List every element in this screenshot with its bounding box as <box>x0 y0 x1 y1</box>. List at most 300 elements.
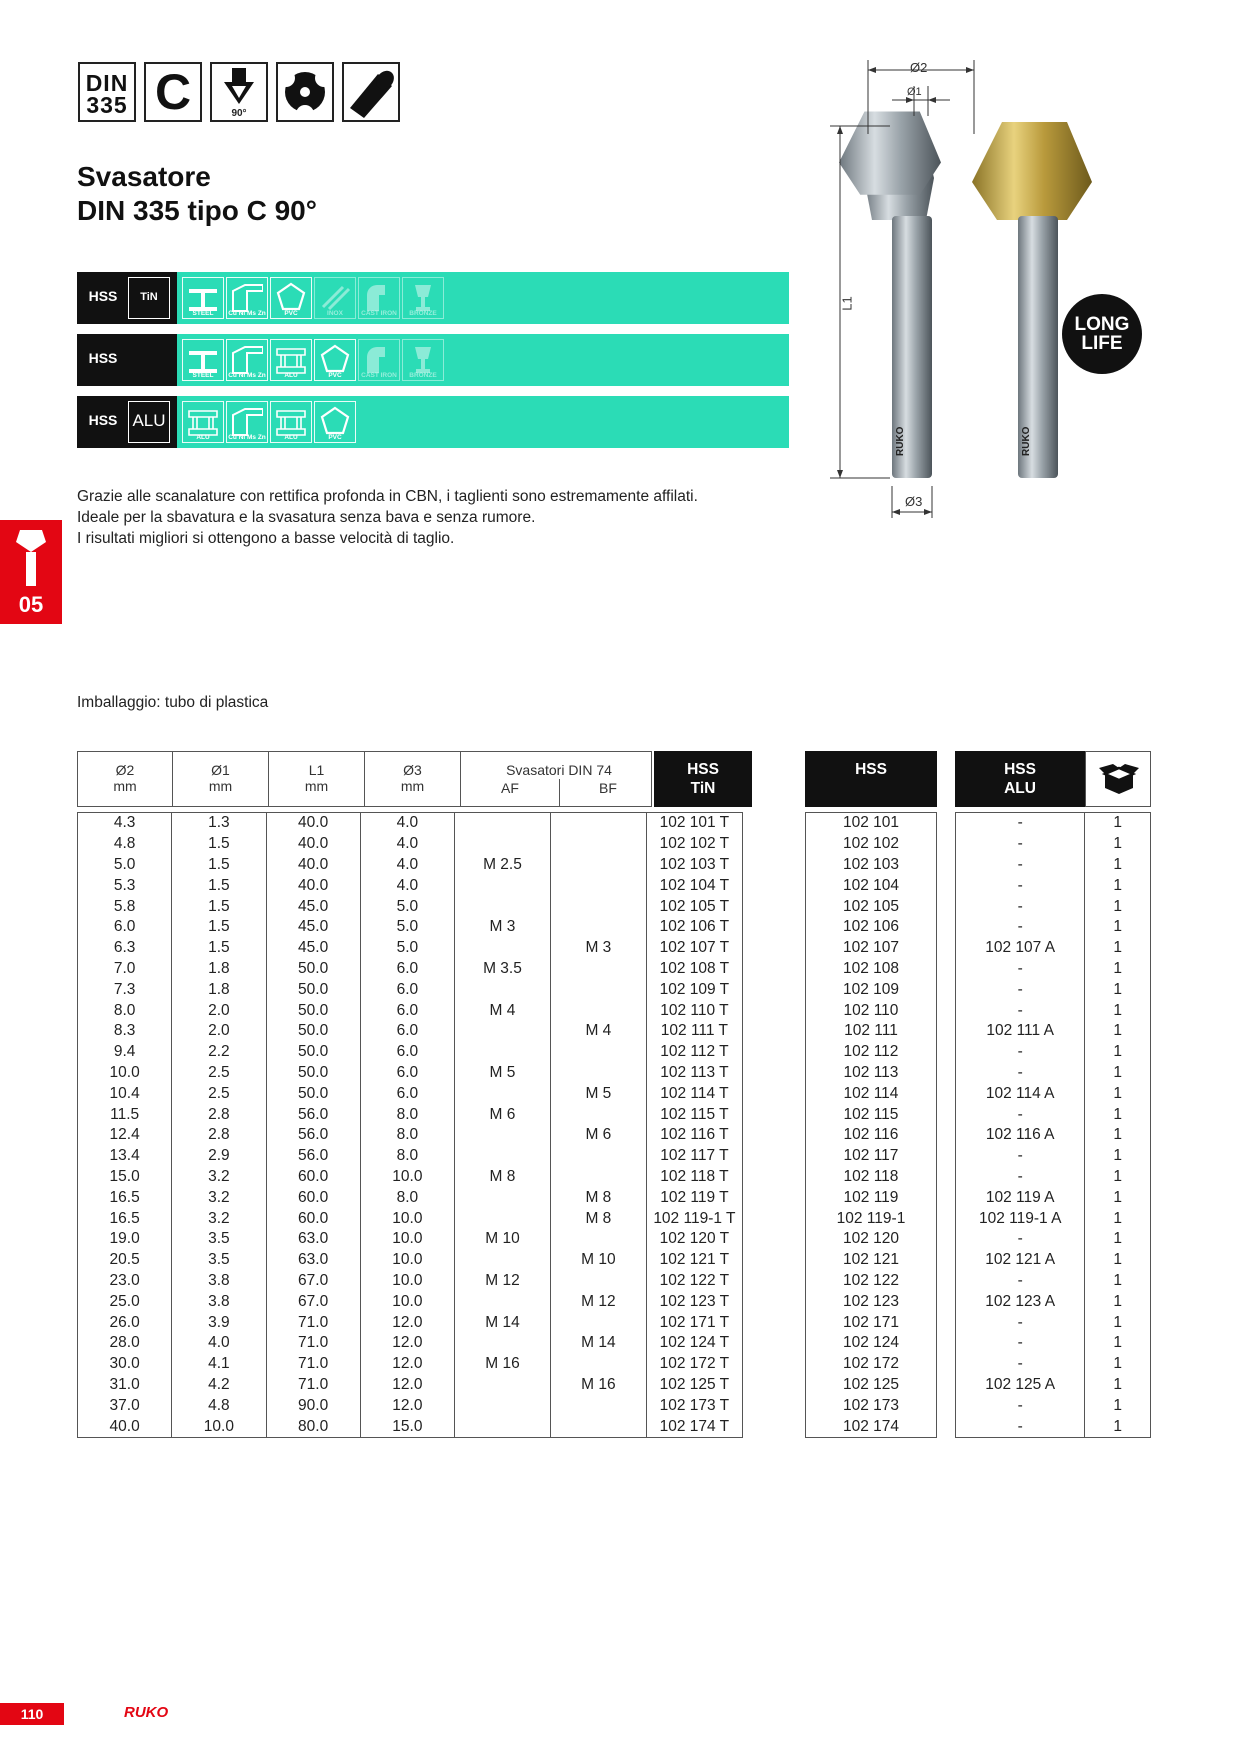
table-cell: M 10 <box>550 1250 646 1271</box>
table-cell: 102 105 T <box>646 896 742 917</box>
table-cell: 102 124 <box>806 1333 937 1354</box>
table-cell: 1 <box>1085 1271 1151 1292</box>
table-cell: 1.3 <box>172 813 266 834</box>
table-row <box>806 834 937 855</box>
din-335-badge <box>78 62 136 122</box>
table-cell: - <box>956 896 1085 917</box>
table-row <box>806 1146 937 1167</box>
table-cell: 102 113 <box>806 1063 937 1084</box>
table-row <box>78 1187 743 1208</box>
table-cell: 6.0 <box>78 917 172 938</box>
table-cell: 3.5 <box>172 1229 266 1250</box>
table-cell <box>455 1375 551 1396</box>
table-cell: 40.0 <box>266 855 360 876</box>
material-cast-iron-icon <box>358 277 400 319</box>
table-row <box>956 1271 1151 1292</box>
table-row <box>806 1125 937 1146</box>
table-cell: - <box>956 1229 1085 1250</box>
table-cell: 90.0 <box>266 1395 360 1416</box>
table-cell: M 4 <box>550 1021 646 1042</box>
table-cell: 2.8 <box>172 1125 266 1146</box>
table-row <box>806 1271 937 1292</box>
table-row <box>806 1000 937 1021</box>
table-cell: 1 <box>1085 1333 1151 1354</box>
table-cell <box>550 1312 646 1333</box>
table-cell: 12.0 <box>360 1333 454 1354</box>
table-cell: 10.0 <box>360 1271 454 1292</box>
material-bar <box>77 334 789 386</box>
table-cell: 3.8 <box>172 1271 266 1292</box>
nonferrous-profile-icon <box>231 281 263 313</box>
table-cell: 3.2 <box>172 1187 266 1208</box>
table-header-dimensions <box>77 751 652 807</box>
grade-tag: HSS <box>88 288 118 304</box>
table-cell: 102 109 T <box>646 979 742 1000</box>
table-cell: 5.8 <box>78 896 172 917</box>
table-cell: 60.0 <box>266 1187 360 1208</box>
table-cell: 102 104 <box>806 875 937 896</box>
table-cell <box>550 1229 646 1250</box>
dimension-lines <box>830 56 1150 526</box>
table-cell: 1.5 <box>172 917 266 938</box>
header-unit: mm <box>208 778 233 794</box>
material-label: Cu Ni Ms Zn <box>228 434 266 441</box>
table-row <box>956 1104 1151 1125</box>
header-unit: mm <box>113 778 137 794</box>
table-cell: 4.1 <box>172 1354 266 1375</box>
table-cell: 8.3 <box>78 1021 172 1042</box>
table-cell: 102 121 A <box>956 1250 1085 1271</box>
table-cell <box>550 1416 646 1437</box>
table-cell <box>455 834 551 855</box>
table-cell: 102 125 A <box>956 1375 1085 1396</box>
table-cell: 8.0 <box>78 1000 172 1021</box>
material-nonferrous-profile-icon <box>226 401 268 443</box>
table-cell: 12.0 <box>360 1312 454 1333</box>
table-cell <box>455 938 551 959</box>
table-row <box>956 979 1151 1000</box>
table-row <box>78 1229 743 1250</box>
table-cell: 1 <box>1085 1250 1151 1271</box>
hss-alu-table <box>955 812 1151 1438</box>
table-row <box>956 813 1151 834</box>
table-cell: 102 119-1 A <box>956 1208 1085 1229</box>
table-cell: 10.0 <box>360 1229 454 1250</box>
table-row <box>78 1063 743 1084</box>
table-cell: 16.5 <box>78 1208 172 1229</box>
table-row <box>956 896 1151 917</box>
table-row <box>78 959 743 980</box>
table-cell: - <box>956 875 1085 896</box>
dim-d3-label: Ø3 <box>905 494 923 509</box>
header-hss-tin <box>654 751 752 807</box>
material-label: ALU <box>284 434 298 441</box>
table-row <box>806 1312 937 1333</box>
table-cell: 5.0 <box>78 855 172 876</box>
table-cell: 4.2 <box>172 1375 266 1396</box>
table-row <box>956 1333 1151 1354</box>
table-cell: 16.5 <box>78 1187 172 1208</box>
material-pvc-icon <box>270 277 312 319</box>
table-cell: 7.3 <box>78 979 172 1000</box>
table-cell: M 6 <box>550 1125 646 1146</box>
table-cell: 102 123 T <box>646 1291 742 1312</box>
table-cell: 5.3 <box>78 875 172 896</box>
alu-profile-icon <box>275 405 307 437</box>
header-hss-alu <box>955 751 1085 807</box>
alu-profile-icon <box>275 343 307 375</box>
table-cell: M 6 <box>455 1104 551 1125</box>
table-row <box>956 1042 1151 1063</box>
table-cell: 102 114 T <box>646 1083 742 1104</box>
table-cell: 10.0 <box>360 1208 454 1229</box>
table-cell: M 8 <box>455 1167 551 1188</box>
table-cell <box>550 1146 646 1167</box>
table-cell: 1 <box>1085 1083 1151 1104</box>
table-cell: 56.0 <box>266 1104 360 1125</box>
header-d1 <box>173 752 269 806</box>
table-cell: 102 173 T <box>646 1395 742 1416</box>
table-cell: 102 116 T <box>646 1125 742 1146</box>
table-cell <box>550 1042 646 1063</box>
table-row <box>806 1291 937 1312</box>
table-cell: - <box>956 1271 1085 1292</box>
table-cell: 1.5 <box>172 896 266 917</box>
angle-label: 90° <box>231 108 247 119</box>
material-label: PVC <box>328 434 342 441</box>
table-cell: 1 <box>1085 938 1151 959</box>
table-cell: 1 <box>1085 1416 1151 1437</box>
table-cell: 1 <box>1085 979 1151 1000</box>
table-row <box>806 1063 937 1084</box>
table-cell: - <box>956 959 1085 980</box>
table-cell <box>550 1000 646 1021</box>
header-hss <box>805 751 937 807</box>
table-cell: 1 <box>1085 1187 1151 1208</box>
table-cell: 3.8 <box>172 1291 266 1312</box>
box-icon <box>1099 762 1139 796</box>
table-cell: 4.0 <box>360 855 454 876</box>
cylindrical-shank-icon <box>342 62 400 122</box>
table-cell: 102 102 T <box>646 834 742 855</box>
table-row <box>956 1395 1151 1416</box>
table-cell: 6.0 <box>360 1021 454 1042</box>
chapter-number: 05 <box>18 592 44 617</box>
header-l1 <box>269 752 365 806</box>
table-cell: 56.0 <box>266 1146 360 1167</box>
table-row <box>806 979 937 1000</box>
table-cell: 102 110 T <box>646 1000 742 1021</box>
table-cell: 6.0 <box>360 979 454 1000</box>
table-cell: 63.0 <box>266 1250 360 1271</box>
header-bf: BF <box>599 780 617 796</box>
table-row <box>78 1125 743 1146</box>
table-cell <box>455 979 551 1000</box>
table-cell: 45.0 <box>266 938 360 959</box>
table-cell: 1 <box>1085 896 1151 917</box>
steel-beam-icon <box>187 343 219 375</box>
table-cell: M 12 <box>550 1291 646 1312</box>
table-cell: 67.0 <box>266 1271 360 1292</box>
bronze-icon <box>407 343 439 375</box>
material-label: PVC <box>284 310 298 317</box>
table-cell: 102 103 T <box>646 855 742 876</box>
table-cell: 102 120 <box>806 1229 937 1250</box>
table-row <box>806 917 937 938</box>
dim-d1-label: Ø1 <box>907 86 922 98</box>
table-cell: 1 <box>1085 1125 1151 1146</box>
table-cell: - <box>956 834 1085 855</box>
table-cell: 1 <box>1085 1208 1151 1229</box>
table-cell: 3.2 <box>172 1208 266 1229</box>
table-cell: 1 <box>1085 1104 1151 1125</box>
table-row <box>956 1083 1151 1104</box>
table-row <box>956 1167 1151 1188</box>
table-cell: 5.0 <box>360 938 454 959</box>
table-cell <box>455 1250 551 1271</box>
table-cell: 1 <box>1085 1354 1151 1375</box>
header-pack <box>1085 751 1151 807</box>
table-row <box>806 1167 937 1188</box>
material-bronze-icon <box>402 339 444 381</box>
table-cell: 102 107 T <box>646 938 742 959</box>
table-cell: 50.0 <box>266 1063 360 1084</box>
table-cell <box>455 1208 551 1229</box>
table-cell: 1.5 <box>172 855 266 876</box>
table-cell: 102 105 <box>806 896 937 917</box>
table-cell: 50.0 <box>266 1083 360 1104</box>
table-cell: 102 112 T <box>646 1042 742 1063</box>
table-cell: 1 <box>1085 1042 1151 1063</box>
table-cell: 10.0 <box>172 1416 266 1437</box>
table-cell: - <box>956 1063 1085 1084</box>
table-row <box>956 1187 1151 1208</box>
table-cell: 102 172 <box>806 1354 937 1375</box>
header-d2 <box>78 752 173 806</box>
table-cell: - <box>956 1146 1085 1167</box>
table-cell: 1 <box>1085 875 1151 896</box>
table-cell: 11.5 <box>78 1104 172 1125</box>
table-cell: 40.0 <box>78 1416 172 1437</box>
hss-table <box>805 812 937 1438</box>
table-cell: 1 <box>1085 1167 1151 1188</box>
material-label: Cu Ni Ms Zn <box>228 372 266 379</box>
table-row <box>956 1125 1151 1146</box>
table-cell: 102 173 <box>806 1395 937 1416</box>
table-row <box>956 834 1151 855</box>
material-label: STEEL <box>192 372 214 379</box>
table-cell: 102 123 A <box>956 1291 1085 1312</box>
header-hss-tin-line1: HSS <box>687 761 719 778</box>
table-cell: 6.0 <box>360 1042 454 1063</box>
table-cell: 102 112 <box>806 1042 937 1063</box>
table-cell <box>455 1187 551 1208</box>
table-cell <box>550 979 646 1000</box>
table-row <box>806 1229 937 1250</box>
table-cell: 102 111 T <box>646 1021 742 1042</box>
table-cell: 20.5 <box>78 1250 172 1271</box>
table-row <box>78 1042 743 1063</box>
table-cell: 102 174 <box>806 1416 937 1437</box>
material-bronze-icon <box>402 277 444 319</box>
table-cell: 102 171 T <box>646 1312 742 1333</box>
table-cell: 102 101 <box>806 813 937 834</box>
table-cell <box>455 1021 551 1042</box>
table-cell: 3.5 <box>172 1250 266 1271</box>
table-row <box>806 1021 937 1042</box>
table-cell: 2.5 <box>172 1083 266 1104</box>
table-row <box>806 959 937 980</box>
header-d3 <box>365 752 461 806</box>
table-cell <box>455 896 551 917</box>
table-cell: 15.0 <box>360 1416 454 1437</box>
table-cell: M 14 <box>455 1312 551 1333</box>
material-label: Cu Ni Ms Zn <box>228 310 266 317</box>
table-cell: 1 <box>1085 1375 1151 1396</box>
table-row <box>956 959 1151 980</box>
material-label: CAST IRON <box>361 310 397 317</box>
table-cell: 8.0 <box>360 1187 454 1208</box>
table-cell: 25.0 <box>78 1291 172 1312</box>
table-cell: 102 124 T <box>646 1333 742 1354</box>
table-cell <box>455 1416 551 1437</box>
table-cell: 102 119 <box>806 1187 937 1208</box>
table-cell: 1 <box>1085 917 1151 938</box>
table-cell: 6.0 <box>360 959 454 980</box>
table-row <box>956 938 1151 959</box>
table-cell: 102 108 T <box>646 959 742 980</box>
header-hss-label: HSS <box>855 761 887 778</box>
table-cell: 10.0 <box>78 1063 172 1084</box>
table-cell: - <box>956 917 1085 938</box>
table-row <box>956 917 1151 938</box>
shank-brand-silver: RUKO <box>895 426 906 456</box>
table-cell: 4.8 <box>172 1395 266 1416</box>
table-cell: 4.0 <box>360 875 454 896</box>
material-steel-beam-icon <box>182 277 224 319</box>
table-cell <box>455 813 551 834</box>
table-cell: 102 117 <box>806 1146 937 1167</box>
table-cell: 1.8 <box>172 979 266 1000</box>
table-row <box>956 1416 1151 1437</box>
table-cell: 50.0 <box>266 1021 360 1042</box>
table-row <box>78 1208 743 1229</box>
table-cell: 102 101 T <box>646 813 742 834</box>
table-cell: 102 102 <box>806 834 937 855</box>
table-cell <box>550 959 646 980</box>
material-pvc-icon <box>314 339 356 381</box>
nonferrous-profile-icon <box>231 343 263 375</box>
table-row <box>806 1416 937 1437</box>
table-row <box>956 1063 1151 1084</box>
table-cell: 2.0 <box>172 1000 266 1021</box>
table-cell: 102 122 T <box>646 1271 742 1292</box>
table-cell: 1 <box>1085 1395 1151 1416</box>
din-line1: DIN <box>85 70 129 96</box>
table-cell: 102 121 <box>806 1250 937 1271</box>
table-cell: M 14 <box>550 1333 646 1354</box>
bronze-icon <box>407 281 439 313</box>
table-cell: 12.0 <box>360 1375 454 1396</box>
material-pvc-icon <box>314 401 356 443</box>
table-row <box>806 1208 937 1229</box>
table-cell: 2.2 <box>172 1042 266 1063</box>
header-hss-tin-line2: TiN <box>690 780 716 797</box>
table-cell <box>455 1146 551 1167</box>
table-row <box>78 834 743 855</box>
table-cell: 10.0 <box>360 1167 454 1188</box>
table-cell: M 12 <box>455 1271 551 1292</box>
table-row <box>956 1312 1151 1333</box>
shank-brand-gold: RUKO <box>1021 426 1032 456</box>
table-row <box>956 1250 1151 1271</box>
table-cell <box>455 1395 551 1416</box>
table-cell: 40.0 <box>266 875 360 896</box>
table-row <box>78 1395 743 1416</box>
description-line: Grazie alle scanalature con rettifica profonda in CBN, i taglienti sono estremamente affilati. <box>77 488 698 505</box>
long-life-line1: LONG <box>1074 314 1130 335</box>
table-cell: 2.5 <box>172 1063 266 1084</box>
table-cell: 71.0 <box>266 1375 360 1396</box>
table-cell: 1.5 <box>172 938 266 959</box>
table-cell: 1 <box>1085 1063 1151 1084</box>
table-cell: 102 172 T <box>646 1354 742 1375</box>
table-cell: M 10 <box>455 1229 551 1250</box>
table-cell: 1.5 <box>172 834 266 855</box>
table-cell: 1 <box>1085 1000 1151 1021</box>
table-cell: 102 119-1 <box>806 1208 937 1229</box>
table-cell: 71.0 <box>266 1354 360 1375</box>
table-row <box>78 1312 743 1333</box>
table-cell: 102 122 <box>806 1271 937 1292</box>
table-cell: - <box>956 1395 1085 1416</box>
table-row <box>78 813 743 834</box>
material-bar <box>77 396 789 448</box>
table-cell: 3.2 <box>172 1167 266 1188</box>
table-cell: 10.4 <box>78 1083 172 1104</box>
table-cell: - <box>956 855 1085 876</box>
din-label <box>80 72 134 116</box>
alu-profile-icon <box>187 405 219 437</box>
header-din74-label: Svasatori DIN 74 <box>506 762 612 778</box>
steel-beam-icon <box>187 281 219 313</box>
table-cell: 26.0 <box>78 1312 172 1333</box>
table-cell <box>550 855 646 876</box>
table-cell <box>550 1354 646 1375</box>
table-row <box>78 1416 743 1437</box>
pvc-icon <box>319 405 351 437</box>
header-unit: mm <box>304 778 329 794</box>
table-cell <box>550 1063 646 1084</box>
table-cell: 50.0 <box>266 959 360 980</box>
table-cell: 2.8 <box>172 1104 266 1125</box>
table-cell: 6.0 <box>360 1000 454 1021</box>
table-cell: 23.0 <box>78 1271 172 1292</box>
table-cell: 37.0 <box>78 1395 172 1416</box>
material-nonferrous-profile-icon <box>226 339 268 381</box>
table-row <box>956 855 1151 876</box>
table-cell: 1 <box>1085 1291 1151 1312</box>
table-cell: - <box>956 1167 1085 1188</box>
table-cell <box>550 875 646 896</box>
table-cell: 102 125 T <box>646 1375 742 1396</box>
table-cell: 102 116 <box>806 1125 937 1146</box>
material-alu-profile-icon <box>270 339 312 381</box>
table-cell: 10.0 <box>360 1250 454 1271</box>
table-row <box>78 1291 743 1312</box>
table-row <box>806 938 937 959</box>
table-row <box>956 1354 1151 1375</box>
